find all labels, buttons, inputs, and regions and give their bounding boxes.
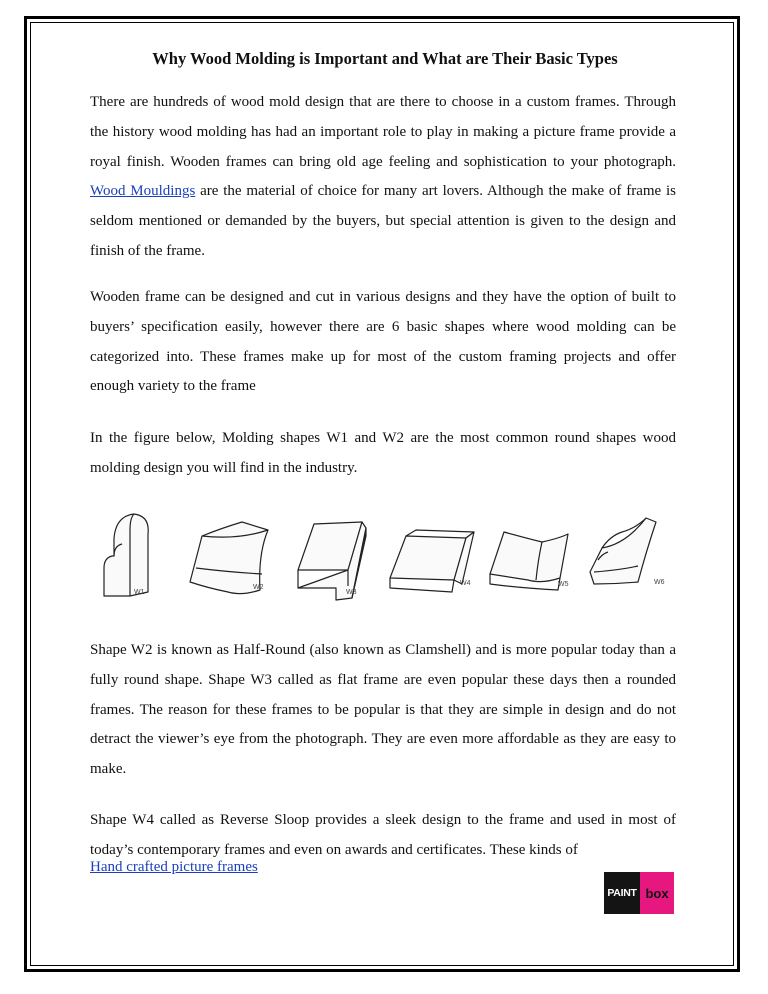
logo-paint-text: PAINT <box>604 872 640 914</box>
paragraph-intro-text-after: are the material of choice for many art lovers. Although the make of frame is seldom mentioned or demanded by the buyers, but special attention is given to the design and finish of the frame. <box>90 183 676 259</box>
figure-label-w5: W5 <box>558 581 569 588</box>
molding-shapes-illustration <box>90 508 676 608</box>
paragraph-intro-text-before: There are hundreds of wood mold design that are there to choose in a custom frames. Through the history wood molding has had an important role to play in making a picture frame provide a royal finish. Wooden frames can bring old age feeling and sophistication to your photograph. <box>90 94 676 170</box>
page-title: Why Wood Molding is Important and What are Their Basic Types <box>152 49 618 68</box>
logo-box-text: box <box>640 872 674 914</box>
molding-shapes-figure <box>90 508 676 608</box>
figure-label-w6: W6 <box>654 579 665 586</box>
figure-label-w4: W4 <box>460 580 471 587</box>
paragraph-figure-intro: In the figure below, Molding shapes W1 and W2 are the most common round shapes wood molding design you will find in the industry. <box>90 430 676 476</box>
molding-w5 <box>490 532 568 590</box>
figure-label-w2: W2 <box>253 584 264 591</box>
molding-w2 <box>190 522 268 594</box>
paragraph-w4: Shape W4 called as Reverse Sloop provides a sleek design to the frame and used in most of today’s contemporary frames and even on awards and certificates. These kinds of <box>90 812 676 858</box>
hand-crafted-frames-link[interactable]: Hand crafted picture frames <box>90 859 258 875</box>
molding-w1 <box>104 514 148 596</box>
paragraph-intro <box>90 88 676 267</box>
paragraph-w2-w3: Shape W2 is known as Half-Round (also known as Clamshell) and is more popular today than a fully round shape. Shape W3 called as flat frame are even popular these days then a rounded frames. The reason for these frames to be popular is that they are simple in design and do not detract the viewer’s eye from the photograph. They are even more affordable as they are easy to make. <box>90 642 676 778</box>
paintbox-logo <box>604 872 674 914</box>
wood-mouldings-link[interactable]: Wood Mouldings <box>90 183 196 200</box>
figure-label-w1: W1 <box>134 589 145 596</box>
figure-label-w3: W3 <box>346 589 357 596</box>
paragraph-shapes: Wooden frame can be designed and cut in various designs and they have the option of built to buyers’ specification easily, however there are 6 basic shapes where wood molding can be categorized into. These frames make up for most of the custom framing projects and offer enough variety to the frame <box>90 289 676 395</box>
molding-w6 <box>590 518 656 584</box>
